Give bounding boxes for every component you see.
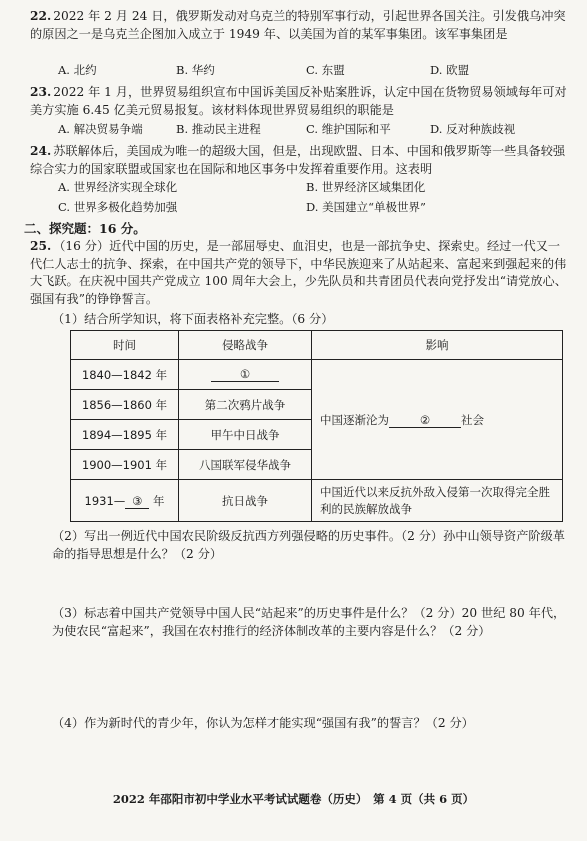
question-22 <box>30 8 570 43</box>
column-header: 侵略战争 <box>179 331 312 360</box>
answer-blank[interactable]: ① <box>211 367 279 382</box>
war-cell: 抗日战争 <box>179 480 312 522</box>
option-d: D. 美国建立“单极世界” <box>306 200 426 214</box>
answer-blank[interactable]: ② <box>389 413 461 428</box>
table-header-row <box>71 331 563 360</box>
question-23 <box>30 84 570 119</box>
time-cell <box>71 480 179 522</box>
question-number: 22. <box>30 9 52 23</box>
option-b: B. 世界经济区域集团化 <box>306 180 426 194</box>
option-c: C. 东盟 <box>306 63 345 77</box>
history-table <box>70 330 563 522</box>
impact-cell <box>312 360 563 480</box>
war-cell: 八国联军侵华战争 <box>179 450 312 480</box>
sub-question-2: （2）写出一例近代中国农民阶级反抗西方列强侵略的历史事件。（2 分）孙中山领导资产阶级革命的指导思想是什么？（2 分） <box>52 529 565 561</box>
option-a: A. 世界经济实现全球化 <box>58 180 178 194</box>
table-row <box>71 360 563 390</box>
option-b: B. 华约 <box>176 63 215 77</box>
question-number: 23. <box>30 85 52 99</box>
sub-question-3: （3）标志着中国共产党领导中国人民“站起来”的历史事件是什么？（2 分）20 世纪 80 年代，为使农民“富起来”，我国在农村推行的经济体制改革的主要内容是什么？（2 分） <box>52 606 566 638</box>
question-23-options <box>58 121 568 139</box>
question-25 <box>30 238 570 308</box>
time-suffix: 年 <box>149 493 165 508</box>
question-number: 24. <box>30 144 52 158</box>
option-a: A. 解决贸易争端 <box>58 122 143 136</box>
table-row <box>71 480 563 522</box>
option-b: B. 推动民主进程 <box>176 122 261 136</box>
option-a: A. 北约 <box>58 63 97 77</box>
time-cell: 1900—1901 年 <box>71 450 179 480</box>
question-22-options <box>58 62 568 80</box>
impact-cell: 中国近代以来反抗外敌入侵第一次取得完全胜利的民族解放战争 <box>312 480 563 522</box>
time-cell: 1856—1860 年 <box>71 390 179 420</box>
time-cell: 1840—1842 年 <box>71 360 179 390</box>
war-cell: 第二次鸦片战争 <box>179 390 312 420</box>
option-c: C. 世界多极化趋势加强 <box>58 200 178 214</box>
sub-question-4: （4）作为新时代的青少年，你认为怎样才能实现“强国有我”的誓言？（2 分） <box>52 716 474 730</box>
option-d: D. 欧盟 <box>430 63 470 77</box>
impact-text: 社会 <box>461 412 484 427</box>
war-cell <box>179 360 312 390</box>
question-text: 苏联解体后，美国成为唯一的超级大国，但是，出现欧盟、日本、中国和俄罗斯等一些具备较强综合实力的国家联盟或国家也在国际和地区事务中发挥着重要作用。这表明 <box>30 144 566 176</box>
section-heading: 二、探究题：16 分。 <box>24 221 146 236</box>
question-text: 2022 年 1 月，世界贸易组织宣布中国诉美国反补贴案胜诉，认定中国在货物贸易领域每年可对美方实施 6.45 亿美元贸易报复。该材料体现世界贸易组织的职能是 <box>30 85 567 117</box>
time-cell: 1894—1895 年 <box>71 420 179 450</box>
column-header: 时间 <box>71 331 179 360</box>
option-c: C. 维护国际和平 <box>306 122 391 136</box>
option-d: D. 反对种族歧视 <box>430 122 516 136</box>
answer-blank[interactable]: ③ <box>125 494 149 509</box>
question-24-options <box>58 179 568 217</box>
question-number: 25. <box>30 239 52 253</box>
impact-text: 中国逐渐沦为 <box>320 412 389 427</box>
page-footer: 2022 年邵阳市初中学业水平考试试题卷（历史） 第 4 页（共 6 页） <box>112 792 475 806</box>
war-cell: 甲午中日战争 <box>179 420 312 450</box>
question-24 <box>30 143 570 178</box>
column-header: 影响 <box>312 331 563 360</box>
sub-question-1: （1）结合所学知识，将下面表格补充完整。（6 分） <box>52 312 334 326</box>
question-text: （16 分）近代中国的历史，是一部屈辱史、血泪史，也是一部抗争史、探索史。经过一代又一代仁人志士的抗争、探索，在中国共产党的领导下，中华民族迎来了从站起来、富起来到强起来的伟大飞跃。在庆祝中国共产党成立 100 周年大会上，少先队员和共青团员代表向党抒发出“请党放心、强国有我”的铮铮誓言。 <box>30 239 567 306</box>
question-text: 2022 年 2 月 24 日，俄罗斯发动对乌克兰的特别军事行动，引起世界各国关注。引发俄乌冲突的原因之一是乌克兰企图加入成立于 1949 年、以美国为首的某军事集团。该军事集团是 <box>30 9 566 41</box>
time-prefix: 1931— <box>84 493 126 508</box>
